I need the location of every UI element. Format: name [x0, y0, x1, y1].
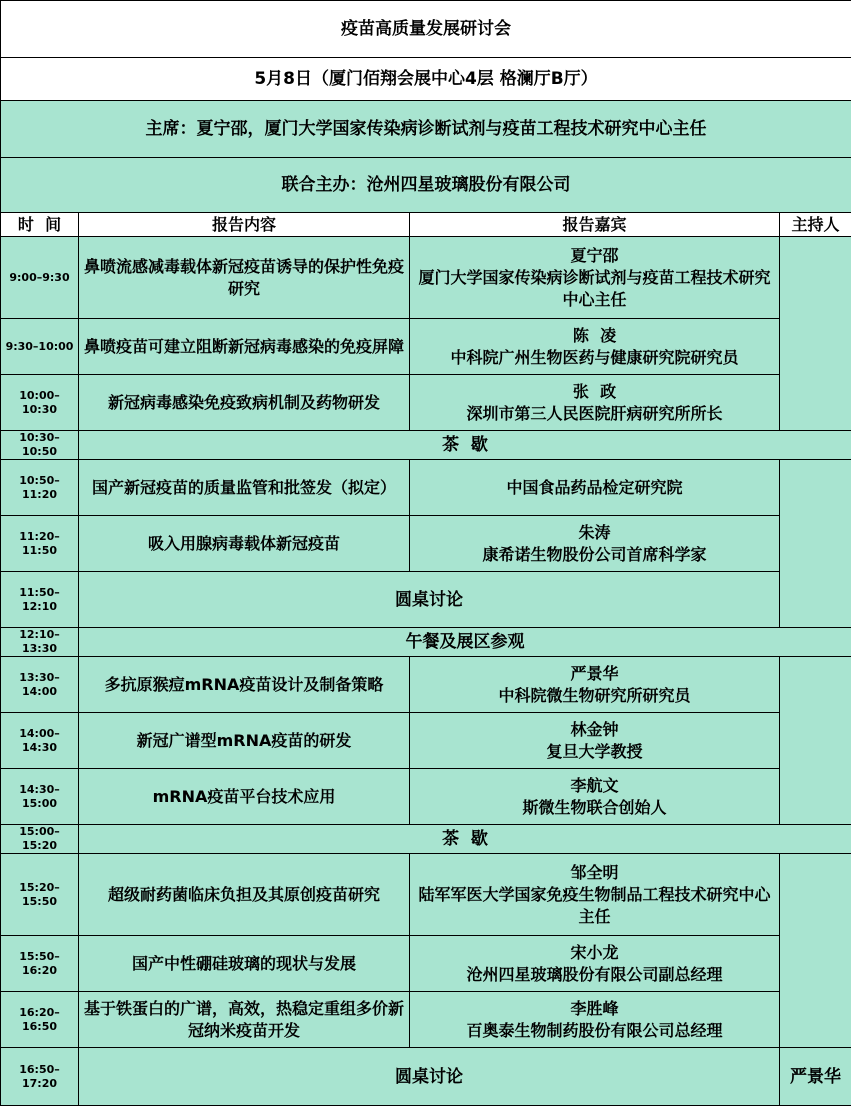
- topic-cell: [79, 657, 410, 713]
- table-row: [1, 1048, 851, 1106]
- speaker-cell: [410, 375, 780, 431]
- table-row: [1, 825, 851, 854]
- speaker-cell: [410, 237, 780, 319]
- topic-cell: [79, 516, 410, 572]
- speaker-name: 朱涛: [413, 522, 776, 544]
- time-cell: 15:20–15:50: [1, 854, 79, 936]
- speaker-affiliation: 陆军军医大学国家免疫生物制品工程技术研究中心主任: [413, 884, 776, 928]
- time-cell: 15:00–15:20: [1, 825, 79, 854]
- table-row: [1, 516, 851, 572]
- host-cell: [780, 854, 851, 1048]
- time-cell: 13:30–14:00: [1, 657, 79, 713]
- break-label: 茶 歇: [79, 431, 851, 460]
- speaker-cell: [410, 657, 780, 713]
- topic-text: 鼻喷流感减毒载体新冠疫苗诱导的保护性免疫研究: [84, 257, 404, 298]
- speaker-affiliation: 康希诺生物股份公司首席科学家: [413, 544, 776, 566]
- table-row: [1, 431, 851, 460]
- speaker-cell: [410, 992, 780, 1048]
- topic-text: 鼻喷疫苗可建立阻断新冠病毒感染的免疫屏障: [84, 337, 404, 356]
- speaker-affiliation: 百奥泰生物制药股份有限公司总经理: [413, 1020, 776, 1042]
- topic-text: 基于铁蛋白的广谱，高效，热稳定重组多价新冠纳米疫苗开发: [84, 999, 404, 1040]
- header-speaker: 报告嘉宾: [410, 213, 780, 237]
- speaker-affiliation: 复旦大学教授: [413, 741, 776, 763]
- chair-line: 主席：夏宁邵，厦门大学国家传染病诊断试剂与疫苗工程技术研究中心主任: [1, 101, 851, 158]
- table-row: [1, 854, 851, 936]
- speaker-affiliation: 斯微生物联合创始人: [413, 797, 776, 819]
- roundtable-label: 圆桌讨论: [79, 572, 780, 628]
- speaker-name: 林金钟: [413, 719, 776, 741]
- table-row: [1, 319, 851, 375]
- table-row: [1, 572, 851, 628]
- table-row: [1, 460, 851, 516]
- time-cell: 9:30–10:00: [1, 319, 79, 375]
- topic-cell: [79, 713, 410, 769]
- table-row: [1, 769, 851, 825]
- speaker-affiliation: 沧州四星玻璃股份有限公司副总经理: [413, 964, 776, 986]
- time-cell: 9:00–9:30: [1, 237, 79, 319]
- lunch-label: 午餐及展区参观: [79, 628, 851, 657]
- speaker-name: 张 政: [413, 381, 776, 403]
- topic-text: 国产中性硼硅玻璃的现状与发展: [132, 954, 356, 973]
- table-row: [1, 936, 851, 992]
- topic-text: 国产新冠疫苗的质量监管和批签发（拟定）: [92, 478, 396, 497]
- time-cell: 12:10–13:30: [1, 628, 79, 657]
- roundtable-label: 圆桌讨论: [79, 1048, 780, 1106]
- speaker-affiliation: 深圳市第三人民医院肝病研究所所长: [413, 403, 776, 425]
- speaker-affiliation: 中科院微生物研究所研究员: [413, 685, 776, 707]
- topic-text: 新冠广谱型mRNA疫苗的研发: [137, 731, 352, 750]
- time-cell: 10:50–11:20: [1, 460, 79, 516]
- event-title: 疫苗高质量发展研讨会: [1, 1, 851, 58]
- host-cell: [780, 237, 851, 431]
- speaker-affiliation: 中科院广州生物医药与健康研究院研究员: [413, 347, 776, 369]
- time-cell: 10:00–10:30: [1, 375, 79, 431]
- topic-text: 吸入用腺病毒载体新冠疫苗: [148, 534, 340, 553]
- topic-text: 超级耐药菌临床负担及其原创疫苗研究: [108, 885, 380, 904]
- table-row: [1, 375, 851, 431]
- speaker-affiliation: 厦门大学国家传染病诊断试剂与疫苗工程技术研究中心主任: [413, 267, 776, 311]
- speaker-cell: [410, 713, 780, 769]
- time-cell: 15:50–16:20: [1, 936, 79, 992]
- speaker-cell: [410, 460, 780, 516]
- time-cell: 10:30–10:50: [1, 431, 79, 460]
- table-row: [1, 992, 851, 1048]
- header-time: 时 间: [1, 213, 79, 237]
- speaker-name: 邹全明: [413, 862, 776, 884]
- speaker-name: 宋小龙: [413, 942, 776, 964]
- header-host: 主持人: [780, 213, 851, 237]
- time-cell: 16:20–16:50: [1, 992, 79, 1048]
- time-cell: 11:50–12:10: [1, 572, 79, 628]
- speaker-name: 李航文: [413, 775, 776, 797]
- topic-cell: [79, 237, 410, 319]
- date-venue: 5月8日（厦门佰翔会展中心4层 格澜厅B厅）: [1, 58, 851, 101]
- topic-cell: [79, 854, 410, 936]
- speaker-cell: [410, 516, 780, 572]
- time-cell: 11:20–11:50: [1, 516, 79, 572]
- speaker-cell: [410, 854, 780, 936]
- table-row: [1, 657, 851, 713]
- topic-text: mRNA疫苗平台技术应用: [153, 787, 336, 806]
- time-cell: 14:00–14:30: [1, 713, 79, 769]
- topic-text: 新冠病毒感染免疫致病机制及药物研发: [108, 393, 380, 412]
- speaker-name: 夏宁邵: [413, 245, 776, 267]
- host-cell: [780, 657, 851, 825]
- time-cell: 16:50–17:20: [1, 1048, 79, 1106]
- speaker-name: 严景华: [413, 663, 776, 685]
- topic-cell: [79, 319, 410, 375]
- topic-cell: [79, 460, 410, 516]
- topic-cell: [79, 992, 410, 1048]
- topic-cell: [79, 936, 410, 992]
- break-label: 茶 歇: [79, 825, 851, 854]
- table-row: [1, 628, 851, 657]
- topic-text: 多抗原猴痘mRNA疫苗设计及制备策略: [105, 675, 384, 694]
- speaker-cell: [410, 769, 780, 825]
- speaker-name: 陈 凌: [413, 325, 776, 347]
- time-cell: 14:30–15:00: [1, 769, 79, 825]
- speaker-name: 李胜峰: [413, 998, 776, 1020]
- topic-cell: [79, 769, 410, 825]
- co-host-line: 联合主办：沧州四星玻璃股份有限公司: [1, 158, 851, 213]
- speaker-cell: [410, 319, 780, 375]
- host-cell: 严景华: [780, 1048, 851, 1106]
- speaker-affiliation: 中国食品药品检定研究院: [413, 477, 776, 499]
- host-cell: [780, 460, 851, 628]
- table-row: [1, 237, 851, 319]
- topic-cell: [79, 375, 410, 431]
- table-row: [1, 713, 851, 769]
- speaker-cell: [410, 936, 780, 992]
- header-topic: 报告内容: [79, 213, 410, 237]
